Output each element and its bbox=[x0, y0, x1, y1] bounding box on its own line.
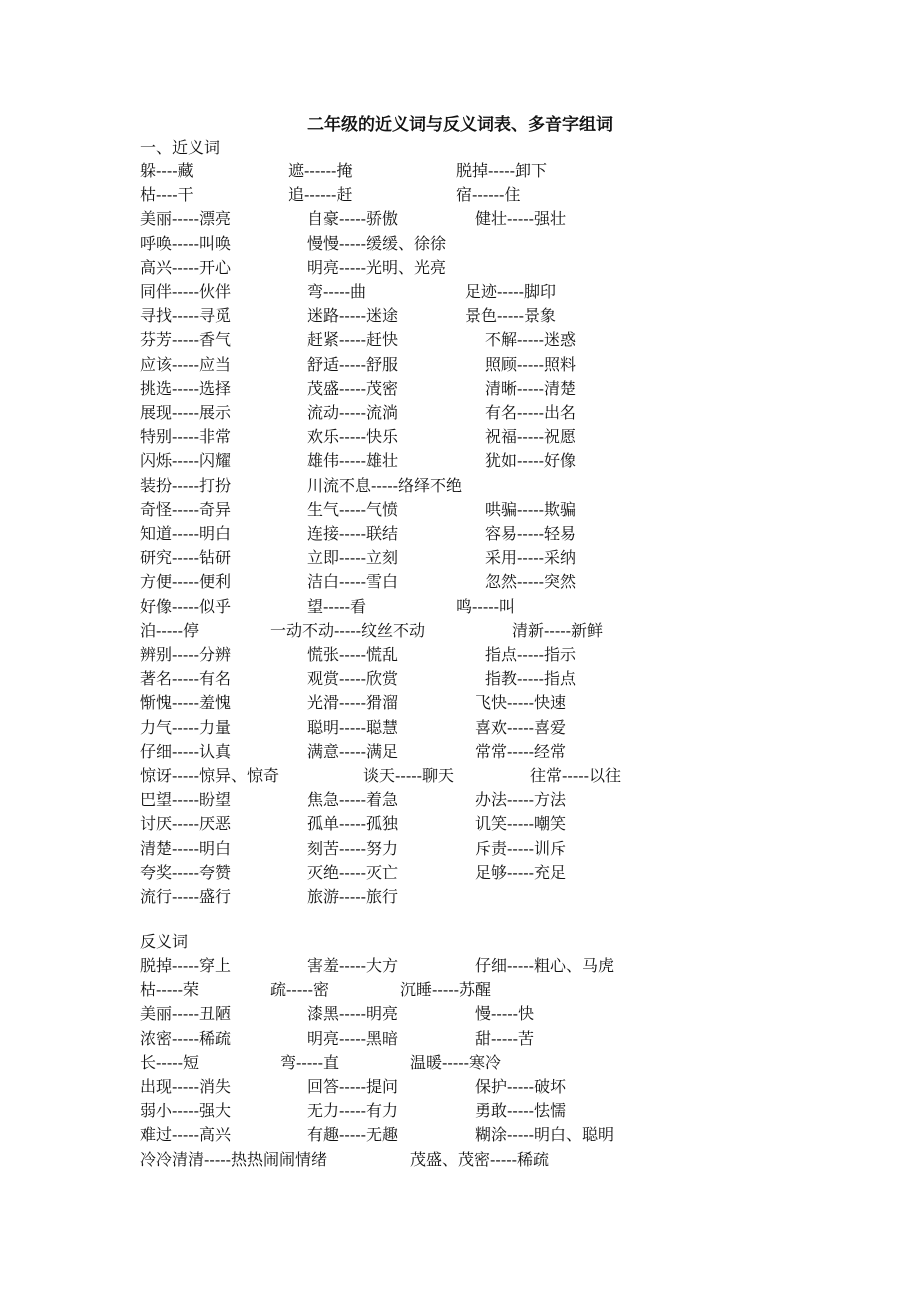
word-pair: 灭绝-----灭亡 bbox=[307, 862, 399, 882]
word-pair: 赶紧-----赶快 bbox=[307, 330, 399, 350]
word-pair: 展现-----展示 bbox=[140, 403, 232, 422]
word-pair: 害羞-----大方 bbox=[307, 956, 399, 975]
word-pair: 指教-----指点 bbox=[485, 669, 577, 689]
word-pair: 忽然-----突然 bbox=[485, 572, 577, 592]
word-pair: 保护-----破坏 bbox=[475, 1077, 567, 1096]
word-pair: 光滑-----猾溜 bbox=[307, 693, 399, 713]
word-pair: 好像-----似乎 bbox=[140, 596, 232, 616]
word-pair: 美丽-----漂亮 bbox=[140, 209, 232, 229]
word-pair: 犹如-----好像 bbox=[485, 451, 577, 471]
word-pair: 常常-----经常 bbox=[475, 741, 567, 761]
word-pair: 茂盛、茂密-----稀疏 bbox=[410, 1149, 550, 1169]
word-pair: 迷路-----迷途 bbox=[307, 306, 399, 326]
word-pair: 浓密-----稀疏 bbox=[140, 1028, 232, 1048]
word-pair: 斥责-----训斥 bbox=[475, 838, 567, 858]
word-pair: 足够-----充足 bbox=[475, 862, 567, 882]
word-pair: 慢慢-----缓缓、徐徐 bbox=[307, 233, 447, 253]
word-pair: 装扮-----打扮 bbox=[140, 475, 232, 495]
word-pair: 力气-----力量 bbox=[140, 717, 232, 737]
word-pair: 沉睡-----苏醒 bbox=[400, 980, 492, 1000]
word-pair: 冷冷清清-----热热闹闹情绪 bbox=[140, 1149, 328, 1169]
word-pair: 哄骗-----欺骗 bbox=[485, 499, 577, 519]
word-pair: 流行-----盛行 bbox=[140, 887, 232, 906]
word-pair: 著名-----有名 bbox=[140, 669, 232, 689]
word-pair: 长-----短 bbox=[140, 1052, 200, 1072]
word-pair: 明亮-----黑暗 bbox=[307, 1028, 399, 1048]
word-pair: 清晰-----清楚 bbox=[485, 378, 577, 398]
word-pair: 挑选-----选择 bbox=[140, 378, 232, 398]
word-pair: 慢-----快 bbox=[475, 1004, 535, 1024]
word-pair: 有名-----出名 bbox=[485, 403, 577, 422]
word-pair: 枯----干 bbox=[140, 185, 194, 205]
word-pair: 川流不息-----络绎不绝 bbox=[307, 475, 463, 495]
word-pair: 应该-----应当 bbox=[140, 354, 232, 374]
word-pair: 采用-----采纳 bbox=[485, 548, 577, 568]
word-pair: 观赏-----欣赏 bbox=[307, 669, 399, 689]
word-pair: 喜欢-----喜爱 bbox=[475, 717, 567, 737]
word-pair: 景色-----景象 bbox=[465, 306, 557, 326]
word-pair: 夸奖-----夸赞 bbox=[140, 862, 232, 882]
word-pair: 糊涂-----明白、聪明 bbox=[475, 1125, 615, 1145]
word-pair: 往常-----以往 bbox=[530, 766, 622, 785]
word-pair: 明亮-----光明、光亮 bbox=[307, 257, 447, 277]
word-pair: 聪明-----聪慧 bbox=[307, 717, 399, 737]
word-pair: 躲----藏 bbox=[140, 161, 194, 180]
word-pair: 仔细-----粗心、马虎 bbox=[475, 956, 615, 975]
word-pair: 指点-----指示 bbox=[485, 645, 577, 664]
word-pair: 欢乐-----快乐 bbox=[307, 427, 399, 447]
word-pair: 旅游-----旅行 bbox=[307, 887, 399, 906]
word-pair: 呼唤-----叫唤 bbox=[140, 233, 232, 253]
word-pair: 难过-----高兴 bbox=[140, 1125, 232, 1145]
word-pair: 健壮-----强壮 bbox=[475, 209, 567, 229]
word-pair: 慌张-----慌乱 bbox=[307, 645, 399, 664]
word-pair: 芬芳-----香气 bbox=[140, 330, 232, 350]
word-pair: 清楚-----明白 bbox=[140, 838, 232, 858]
word-pair: 遮------掩 bbox=[288, 161, 353, 180]
word-pair: 特别-----非常 bbox=[140, 427, 232, 447]
word-pair: 生气-----气愤 bbox=[307, 499, 399, 519]
word-pair: 追------赶 bbox=[288, 185, 353, 205]
word-pair: 一动不动-----纹丝不动 bbox=[270, 620, 426, 640]
word-pair: 茂盛-----茂密 bbox=[307, 378, 399, 398]
word-pair: 回答-----提问 bbox=[307, 1077, 399, 1096]
word-pair: 美丽-----丑陋 bbox=[140, 1004, 232, 1024]
word-pair: 焦急-----着急 bbox=[307, 790, 399, 810]
word-pair: 祝福-----祝愿 bbox=[485, 427, 577, 447]
word-pair: 立即-----立刻 bbox=[307, 548, 399, 568]
word-pair: 足迹-----脚印 bbox=[465, 282, 557, 301]
word-pair: 办法-----方法 bbox=[475, 790, 567, 810]
word-pair: 鸣-----叫 bbox=[456, 596, 516, 616]
word-pair: 讥笑-----嘲笑 bbox=[475, 814, 567, 834]
word-pair: 闪烁-----闪耀 bbox=[140, 451, 232, 471]
word-pair: 弯-----曲 bbox=[307, 282, 367, 301]
word-pair: 疏-----密 bbox=[270, 980, 330, 1000]
synonyms-heading: 一、近义词 bbox=[140, 138, 221, 157]
word-pair: 孤单-----孤独 bbox=[307, 814, 399, 834]
word-pair: 甜-----苦 bbox=[475, 1028, 535, 1048]
antonyms-heading: 反义词 bbox=[140, 932, 189, 951]
word-pair: 自豪-----骄傲 bbox=[307, 209, 399, 229]
word-pair: 漆黑-----明亮 bbox=[307, 1004, 399, 1024]
word-pair: 脱掉-----穿上 bbox=[140, 956, 232, 975]
word-pair: 出现-----消失 bbox=[140, 1077, 232, 1096]
word-pair: 惭愧-----羞愧 bbox=[140, 693, 232, 713]
word-pair: 雄伟-----雄壮 bbox=[307, 451, 399, 471]
word-pair: 方便-----便利 bbox=[140, 572, 232, 592]
word-pair: 研究-----钻研 bbox=[140, 548, 232, 568]
word-pair: 照顾-----照料 bbox=[485, 354, 577, 374]
document-title: 二年级的近义词与反义词表、多音字组词 bbox=[307, 115, 613, 135]
word-pair: 连接-----联结 bbox=[307, 524, 399, 543]
word-pair: 仔细-----认真 bbox=[140, 741, 232, 761]
word-pair: 宿------住 bbox=[456, 185, 521, 205]
word-pair: 流动-----流淌 bbox=[307, 403, 399, 422]
word-pair: 不解-----迷惑 bbox=[485, 330, 577, 350]
word-pair: 舒适-----舒服 bbox=[307, 354, 399, 374]
word-pair: 飞快-----快速 bbox=[475, 693, 567, 713]
word-pair: 弯-----直 bbox=[280, 1052, 340, 1072]
word-pair: 枯-----荣 bbox=[140, 980, 200, 1000]
word-pair: 清新-----新鲜 bbox=[512, 620, 604, 640]
word-pair: 勇敢-----怯懦 bbox=[475, 1101, 567, 1121]
word-pair: 满意-----满足 bbox=[307, 741, 399, 761]
word-pair: 高兴-----开心 bbox=[140, 257, 232, 277]
word-pair: 辨别-----分辨 bbox=[140, 645, 232, 664]
word-pair: 洁白-----雪白 bbox=[307, 572, 399, 592]
word-pair: 有趣-----无趣 bbox=[307, 1125, 399, 1145]
word-pair: 无力-----有力 bbox=[307, 1101, 399, 1121]
word-pair: 刻苦-----努力 bbox=[307, 838, 399, 858]
word-pair: 温暖-----寒冷 bbox=[410, 1052, 502, 1072]
word-pair: 泊-----停 bbox=[140, 620, 200, 640]
word-pair: 讨厌-----厌恶 bbox=[140, 814, 232, 834]
word-pair: 同伴-----伙伴 bbox=[140, 282, 232, 301]
word-pair: 望-----看 bbox=[307, 596, 367, 616]
word-pair: 弱小-----强大 bbox=[140, 1101, 232, 1121]
word-pair: 奇怪-----奇异 bbox=[140, 499, 232, 519]
word-pair: 容易-----轻易 bbox=[485, 524, 577, 543]
word-pair: 脱掉-----卸下 bbox=[456, 161, 548, 180]
word-pair: 巴望-----盼望 bbox=[140, 790, 232, 810]
word-pair: 谈天-----聊天 bbox=[363, 766, 455, 785]
word-pair: 寻找-----寻觅 bbox=[140, 306, 232, 326]
word-pair: 知道-----明白 bbox=[140, 524, 232, 543]
word-pair: 惊讶-----惊异、惊奇 bbox=[140, 766, 280, 785]
